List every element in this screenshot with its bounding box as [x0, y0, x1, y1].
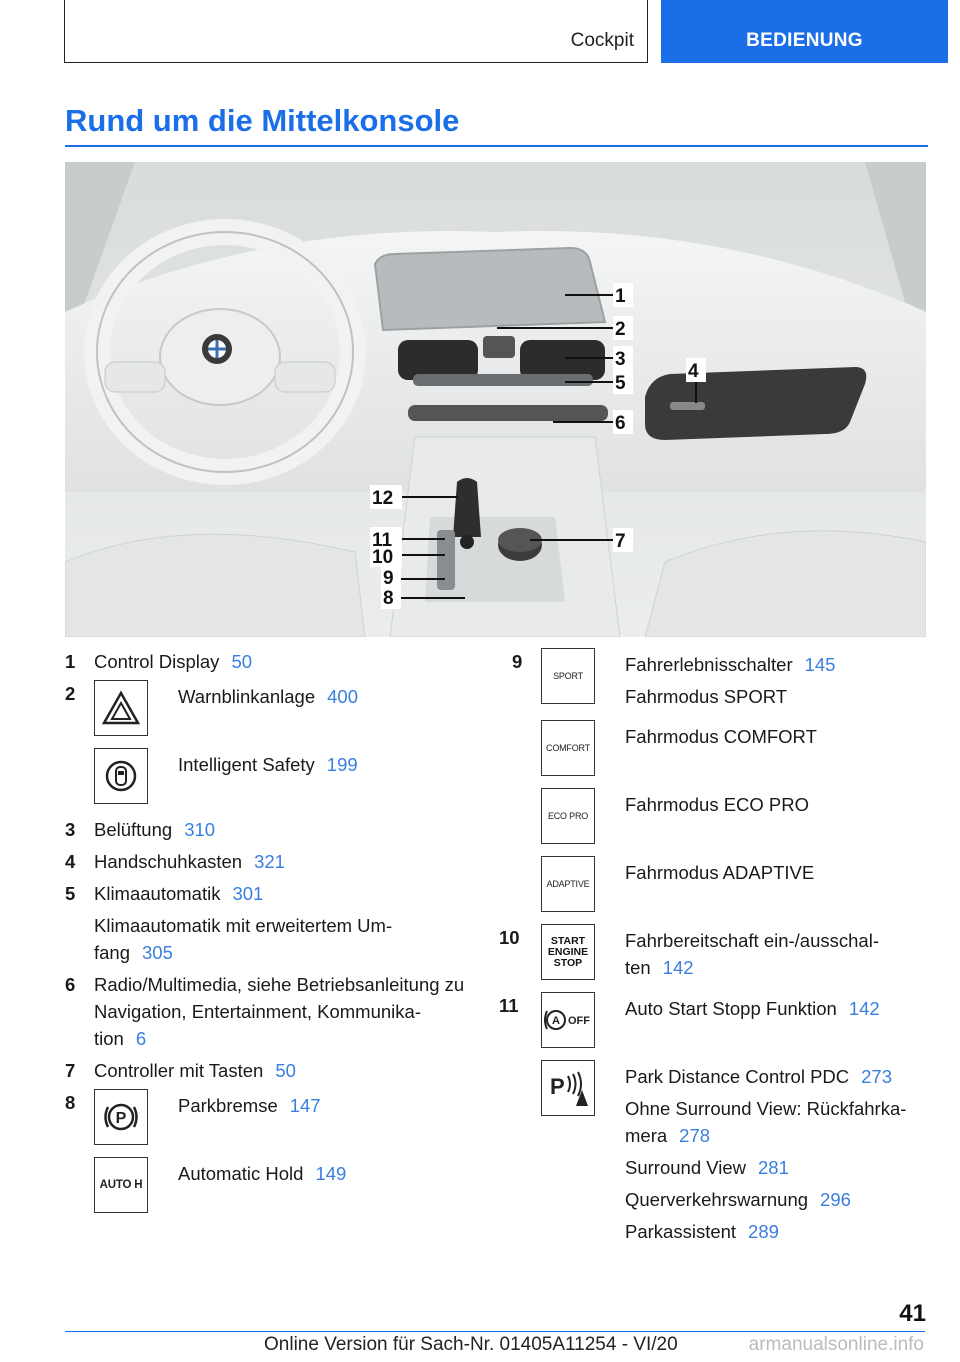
parking-brake-icon: [94, 1089, 148, 1145]
page-ref-link[interactable]: 281: [758, 1157, 789, 1178]
page-ref-link[interactable]: 310: [184, 819, 216, 840]
page-ref-link[interactable]: 145: [804, 654, 836, 675]
page-ref-link[interactable]: 6: [135, 1028, 147, 1049]
callout-11: 11: [372, 530, 393, 551]
watermark-text: armanualsonline.info: [748, 1334, 924, 1355]
page-ref-link[interactable]: 149: [315, 1163, 347, 1184]
callout-1: 1: [615, 286, 626, 307]
eco-pro-mode-icon: ECO PRO: [541, 788, 595, 844]
page-ref-link[interactable]: 305: [142, 942, 173, 963]
svg-text:P: P: [550, 1074, 565, 1099]
header-section-label: Cockpit: [570, 30, 634, 51]
legend-item-9: 9 SPORT Fahrerlebnisschalter 145 Fahrmodus SPORT COMFORT Fahrmodus COMFORT ECO PRO Fahrmodus ECO PRO ADAPTIVE Fahrmodus ADAPTIVE: [512, 648, 932, 914]
callout-3: 3: [615, 349, 626, 370]
callout-4: 4: [688, 361, 699, 382]
legend-item-4: 4 Handschuhkasten 321: [65, 851, 285, 872]
legend-item-10: 10 START ENGINE STOP Fahrbereitschaft ein-/ausschal- ten 142: [512, 924, 932, 982]
page-ref-link[interactable]: 400: [327, 686, 358, 707]
legend-item-2: 2 Warnblinkanlage 400 Intelligent Safety 199: [65, 680, 485, 806]
comfort-mode-icon: COMFORT: [541, 720, 595, 776]
page-ref-link[interactable]: 50: [275, 1060, 296, 1081]
start-engine-stop-icon: START ENGINE STOP: [541, 924, 595, 980]
auto-hold-row: AUTO H Automatic Hold 149: [94, 1157, 485, 1215]
page-ref-link[interactable]: 273: [861, 1066, 893, 1087]
legend-item-5b: Klimaautomatik mit erweitertem Um- fang 305: [94, 915, 393, 963]
callout-5: 5: [615, 373, 626, 394]
svg-text:P: P: [115, 1110, 127, 1127]
page-ref-link[interactable]: 142: [662, 957, 694, 978]
header-chapter-tab[interactable]: BEDIENUNG: [661, 0, 948, 63]
intelligent-safety-icon: [94, 748, 148, 804]
legend-right-column: [499, 648, 932, 1255]
cockpit-illustration: [65, 162, 926, 637]
callout-10: 10: [372, 547, 394, 568]
comfort-row: COMFORT Fahrmodus COMFORT: [541, 720, 932, 778]
page-ref-link[interactable]: 199: [326, 754, 358, 775]
intelligent-safety-row: Intelligent Safety 199: [94, 748, 485, 806]
page-ref-link[interactable]: 147: [289, 1095, 321, 1116]
footer-divider: [65, 1331, 925, 1332]
auto-start-stop-off-icon: [541, 992, 595, 1048]
callout-12: 12: [372, 488, 394, 509]
callout-7: 7: [615, 531, 626, 552]
page-ref-link[interactable]: 296: [820, 1189, 851, 1210]
adaptive-mode-icon: ADAPTIVE: [541, 856, 595, 912]
legend-left-column: [65, 648, 485, 1225]
page-ref-link[interactable]: 278: [679, 1125, 711, 1146]
svg-text:A: A: [552, 1015, 560, 1027]
auto-start-stop-row: A OFF Auto Start Stopp Funktion 142: [541, 992, 932, 1050]
callout-2: 2: [615, 319, 626, 340]
page-title: Rund um die Mittelkonsole: [65, 103, 460, 138]
callout-6: 6: [615, 413, 626, 434]
sport-row: SPORT Fahrerlebnisschalter 145 Fahrmodus SPORT: [541, 648, 932, 710]
adaptive-row: ADAPTIVE Fahrmodus ADAPTIVE: [541, 856, 932, 914]
page-ref-link[interactable]: 50: [231, 651, 253, 672]
page-number: 41: [899, 1300, 926, 1327]
legend-item-5: 5 Klimaautomatik 301: [65, 883, 264, 904]
footer-version-text: Online Version für Sach-Nr. 01405A11254 - VI/20: [264, 1334, 678, 1355]
legend-item-1: 1 Control Display 50: [65, 651, 253, 672]
auto-hold-icon: AUTO H: [94, 1157, 148, 1213]
title-divider: [65, 145, 928, 147]
callout-8: 8: [383, 588, 394, 609]
page-ref-link[interactable]: 321: [254, 851, 285, 872]
legend-item-7: 7 Controller mit Tasten 50: [65, 1060, 296, 1081]
park-distance-control-icon: [541, 1060, 595, 1116]
legend-item-11: 11 A OFF Auto Start Stopp Funktion 142 P Park Distance Control PDC 273 Ohne Surround View: Rückfahrka- mera 278 Surround View 281 Querverkehrswarnung 296 Parkassistent 289: [512, 992, 932, 1245]
pdc-row: P Park Distance Control PDC 273 Ohne Surround View: Rückfahrka- mera 278 Surround View 281 Querverkehrswarnung 296 Parkassistent 289: [541, 1060, 932, 1245]
page-ref-link[interactable]: 289: [748, 1221, 779, 1242]
hazard-triangle-icon: [94, 680, 148, 736]
start-stop-row: START ENGINE STOP Fahrbereitschaft ein-/ausschal- ten 142: [541, 924, 932, 982]
sport-mode-icon: SPORT: [541, 648, 595, 704]
parking-brake-row: P Parkbremse 147: [94, 1089, 485, 1147]
page-ref-link[interactable]: 301: [232, 883, 264, 904]
svg-text:OFF: OFF: [568, 1015, 590, 1027]
hazard-row: Warnblinkanlage 400: [94, 680, 485, 738]
header-box: [64, 0, 648, 63]
legend-item-3: 3 Belüftung 310: [65, 819, 216, 840]
legend-item-6: 6 Radio/Multimedia, siehe Betriebsanleitung zu Navigation, Entertainment, Kommunika- tion 6: [65, 974, 465, 1049]
eco-pro-row: ECO PRO Fahrmodus ECO PRO: [541, 788, 932, 846]
callout-9: 9: [383, 568, 394, 589]
legend-item-8: 8 P Parkbremse 147 AUTO H Automatic Hold 149: [65, 1089, 485, 1215]
page-ref-link[interactable]: 142: [848, 998, 880, 1019]
